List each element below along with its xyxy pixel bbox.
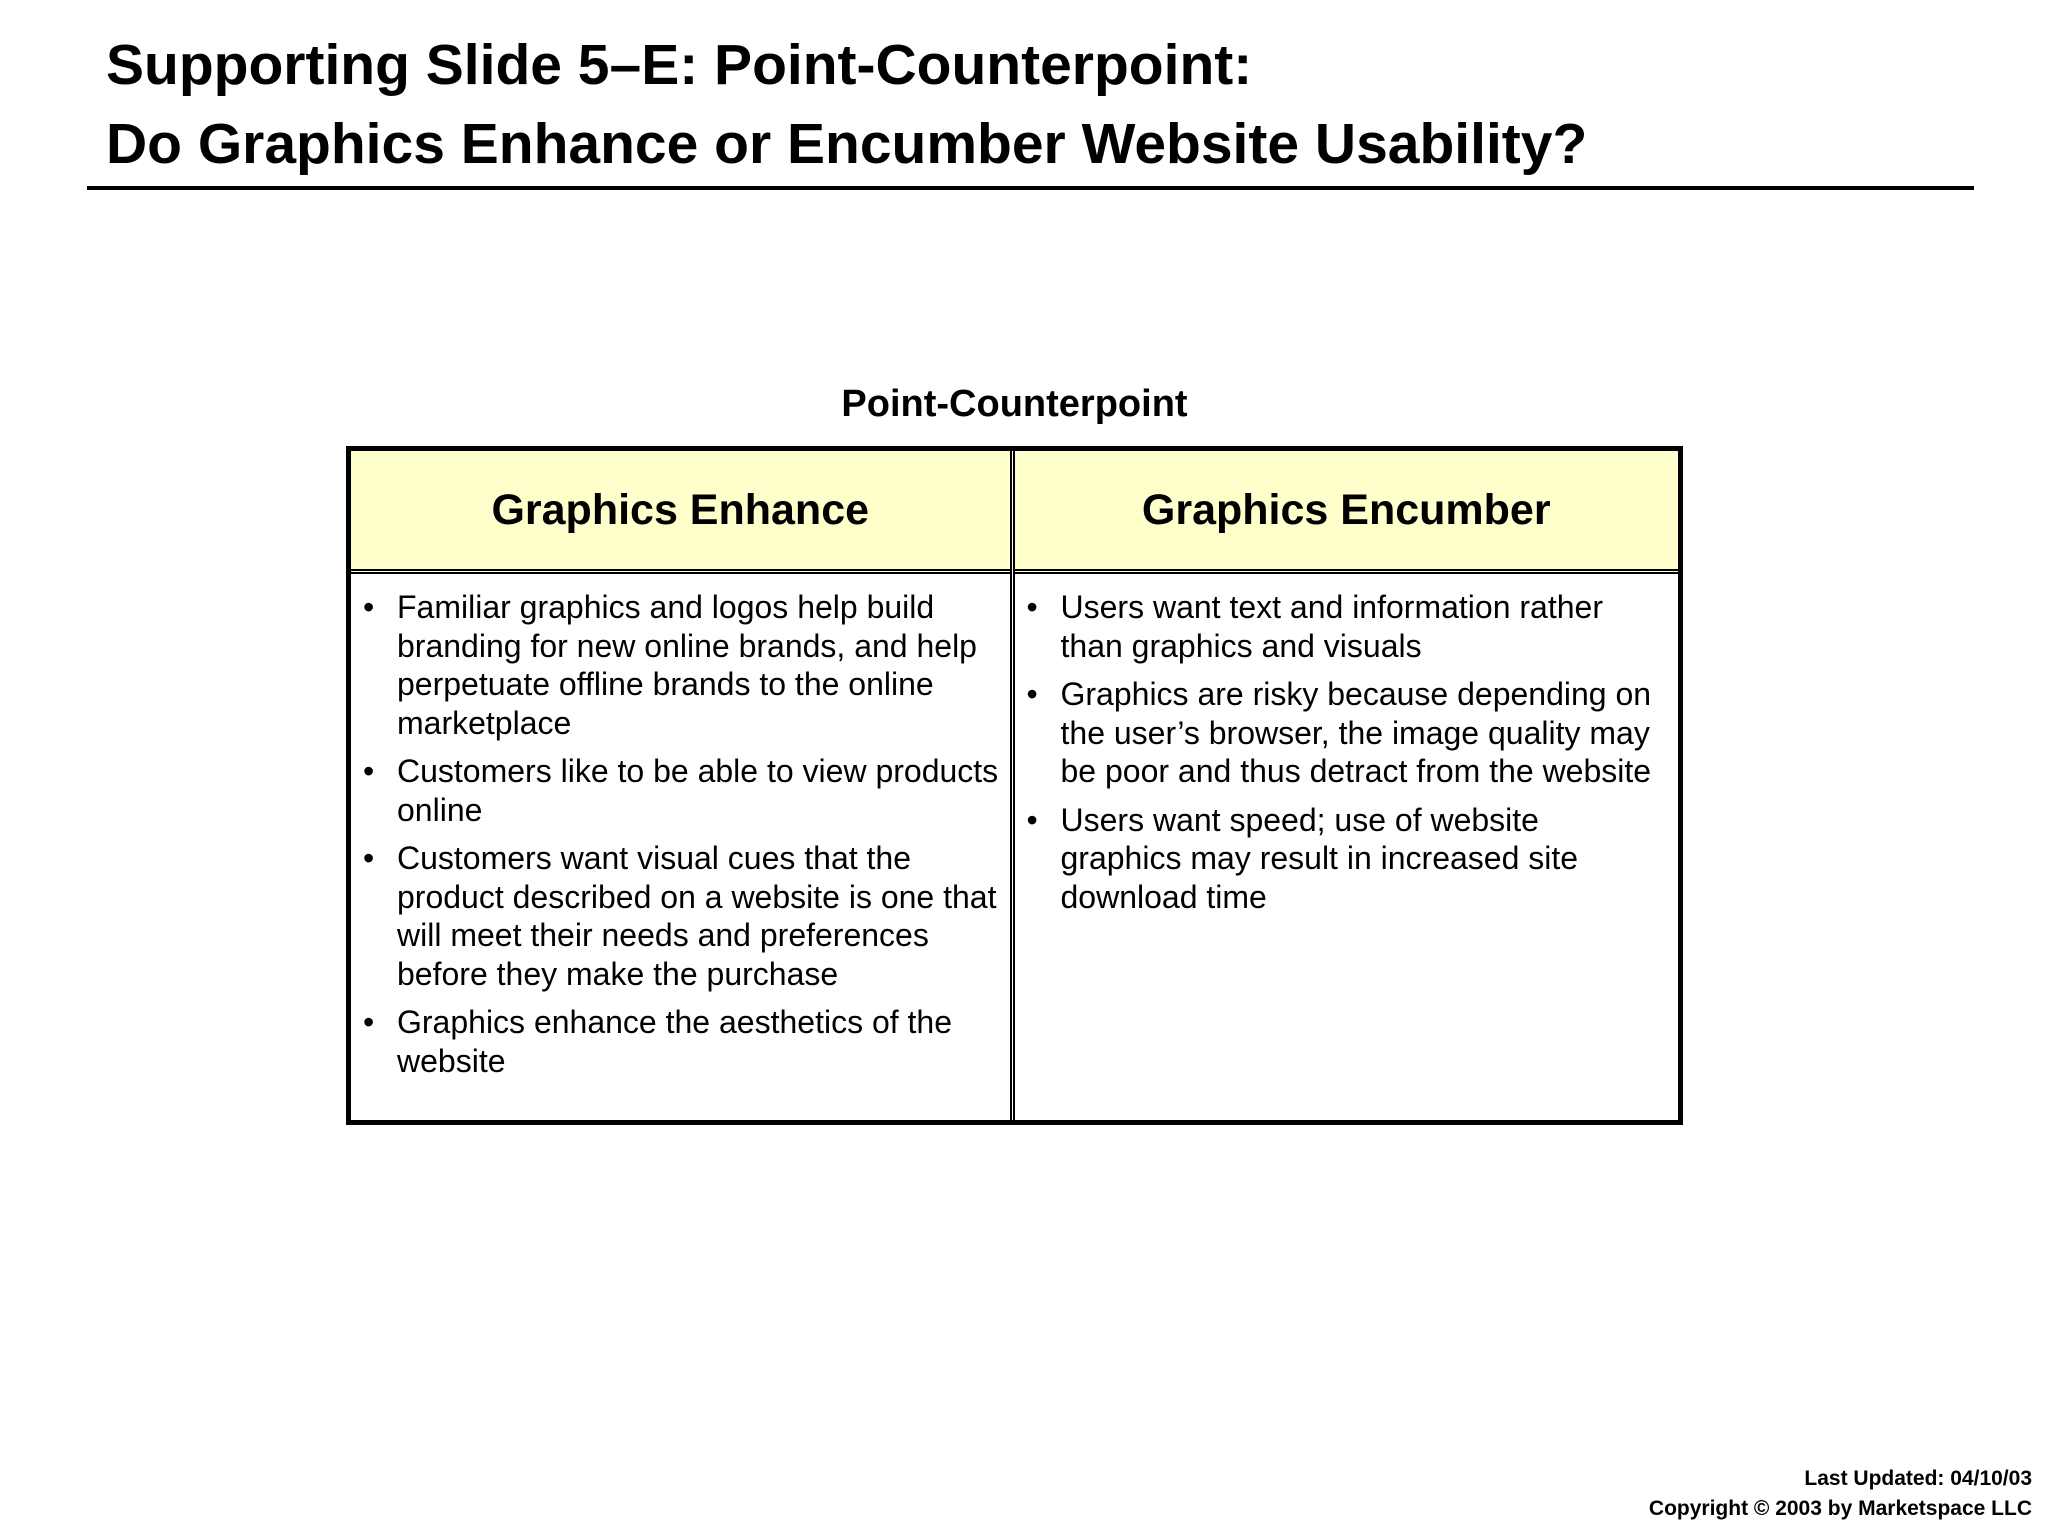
last-updated: Last Updated: 04/10/03 — [1804, 1467, 2032, 1490]
copyright-notice: Copyright © 2003 by Marketspace LLC — [1648, 1497, 2032, 1520]
bullet-list-enhance — [363, 588, 1000, 1080]
column-graphics-enhance — [351, 451, 1015, 1120]
title-divider — [87, 186, 1974, 190]
point-counterpoint-table — [346, 446, 1683, 1125]
bullet-item: • Customers want visual cues that the product described on a website is one that will meet their needs and preferences before they make the purchase — [363, 839, 1000, 993]
column-graphics-encumber — [1015, 451, 1679, 1120]
column-body-enhance — [351, 574, 1010, 1120]
column-heading-encumber: Graphics Encumber — [1015, 451, 1679, 574]
table-caption: Point-Counterpoint — [841, 383, 1188, 425]
column-body-encumber — [1015, 574, 1679, 1120]
column-heading-enhance: Graphics Enhance — [351, 451, 1010, 574]
bullet-item: • Users want text and information rather than graphics and visuals — [1027, 588, 1669, 665]
bullet-item: • Users want speed; use of website graphics may result in increased site download time — [1027, 801, 1669, 917]
slide-footer — [1649, 1464, 2032, 1524]
slide-title — [106, 26, 1956, 184]
bullet-item: • Customers like to be able to view products online — [363, 752, 1000, 829]
slide-title-line-2: Do Graphics Enhance or Encumber Website Usability? — [106, 112, 1588, 176]
bullet-item: • Familiar graphics and logos help build branding for new online brands, and help perpetuate offline brands to the online marketplace — [363, 588, 1000, 742]
bullet-list-encumber — [1027, 588, 1669, 916]
slide-title-line-1: Supporting Slide 5–E: Point-Counterpoint: — [106, 33, 1253, 97]
bullet-item: • Graphics enhance the aesthetics of the website — [363, 1003, 1000, 1080]
bullet-item: • Graphics are risky because depending on the user’s browser, the image quality may be poor and thus detract from the website — [1027, 675, 1669, 791]
